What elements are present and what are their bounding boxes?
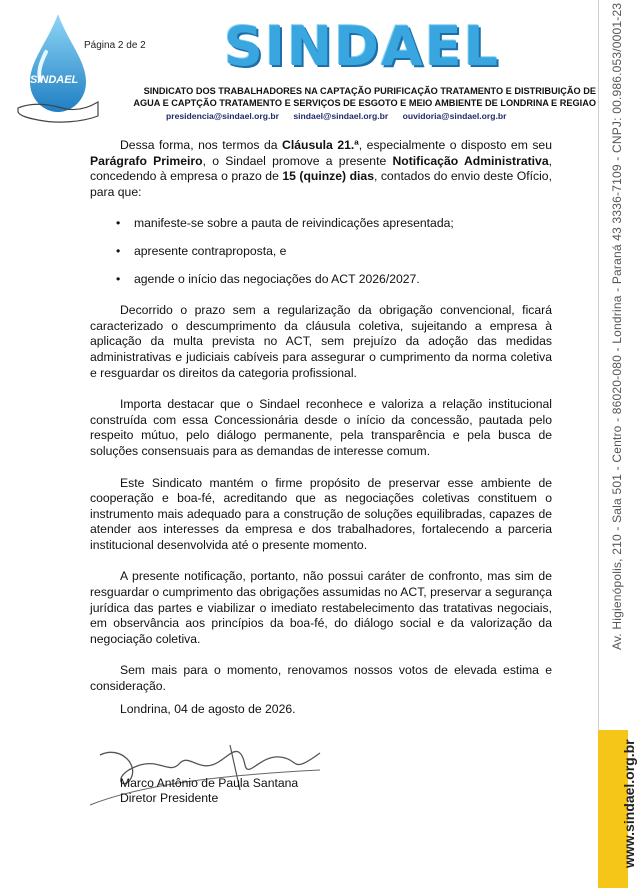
brand-title: SINDAEL	[224, 15, 501, 78]
list-item: • manifeste-se sobre a pauta de reivindicações apresentada;	[120, 216, 552, 232]
union-name-line-1: SINDICATO DOS TRABALHADORES NA CAPTAÇÃO PURIFICAÇÃO TRATAMENTO E DISTRIBUIÇÃO DE	[143, 86, 596, 96]
paragraph-5: A presente notificação, portanto, não possui caráter de confronto, mas sim de resguardar o cumprimento das obrigações assumidas no ACT, preservar a segurança jurídica das partes e viabilizar o imediato restabelecimento das tratativas negociais, em observância aos princípios da boa-fé, do diálogo social e da valorização da negociação coletiva.	[90, 569, 553, 646]
paragraph-4: Este Sindicato mantém o firme propósito de preservar esse ambiente de cooperação e boa-fé, acreditando que as negociações coletivas constituem o instrumento mais adequado para a construção de soluções equilibradas, capazes de atender aos interesses da empresa e dos trabalhadores, fortalecendo a parceria institucional desenvolvida até o presente momento.	[90, 475, 552, 552]
paragraph-6: Sem mais para o momento, renovamos nossos votos de elevada estima e consideração.	[90, 663, 552, 694]
list-item: • apresente contraproposta, e	[120, 244, 552, 260]
sindael-logo	[18, 12, 98, 124]
email-ouvidoria[interactable]: ouvidoria@sindael.org.br	[402, 111, 507, 121]
page-number: Página 2 de 2	[84, 40, 146, 51]
union-name-line-2: AGUA E CAPTÇÃO TRATAMENTO E SERVIÇOS DE ESGOTO E MEIO AMBIENTE DE LONDRINA E REGIAO	[133, 98, 596, 108]
paragraph-2: Decorrido o prazo sem a regularização da obrigação convencional, ficará caracterizado o descumprimento da cláusula coletiva, sujeitando a empresa à aplicação da multa prevista no ACT, sem prejuízo da adoção das medidas administrativas e judiciais cabíveis para assegurar o cumprimento da norma coletiva e resguardar os direitos da categoria profissional.	[90, 303, 552, 380]
sidebar-address: Av. Higienópolis, 210 - Sala 501 - Centro - 86020-080 - Londrina - Paraná 43 3336-7109 - CNPJ: 00.986.053/0001-23	[610, 2, 624, 650]
paragraph-3: Importa destacar que o Sindael reconhece e valoriza a relação institucional construída com essa Concessionária desde o início da concessão, pautada pelo respeito mútuo, pelo diálogo permanente, pela transparência e pela busca de soluções consensuais para as demandas de interesse comum.	[90, 397, 552, 458]
signer-name: Marco Antônio de Paula Santana	[120, 776, 299, 790]
contact-emails	[166, 111, 518, 121]
paragraph-1: Dessa forma, nos termos da Cláusula 21.ª, especialmente o disposto em seu Parágrafo Primeiro, o Sindael promove a presente Notificação Administrativa, concedendo à empresa o prazo de 15 (quinze) dias, contados do envio deste Ofício, para que:	[90, 138, 552, 199]
letter-body	[90, 138, 552, 711]
signer-block	[120, 776, 298, 806]
website-link[interactable]: www.sindael.org.br	[621, 739, 637, 868]
letter-date: Londrina, 04 de agosto de 2026.	[120, 702, 296, 716]
logo-label: SINDAEL	[30, 74, 79, 86]
email-presidencia[interactable]: presidencia@sindael.org.br	[166, 111, 279, 121]
request-list	[90, 216, 552, 287]
list-item: • agende o início das negociações do ACT 2026/2027.	[120, 272, 552, 288]
signer-title: Diretor Presidente	[120, 791, 219, 805]
email-sindael[interactable]: sindael@sindael.org.br	[293, 111, 389, 121]
